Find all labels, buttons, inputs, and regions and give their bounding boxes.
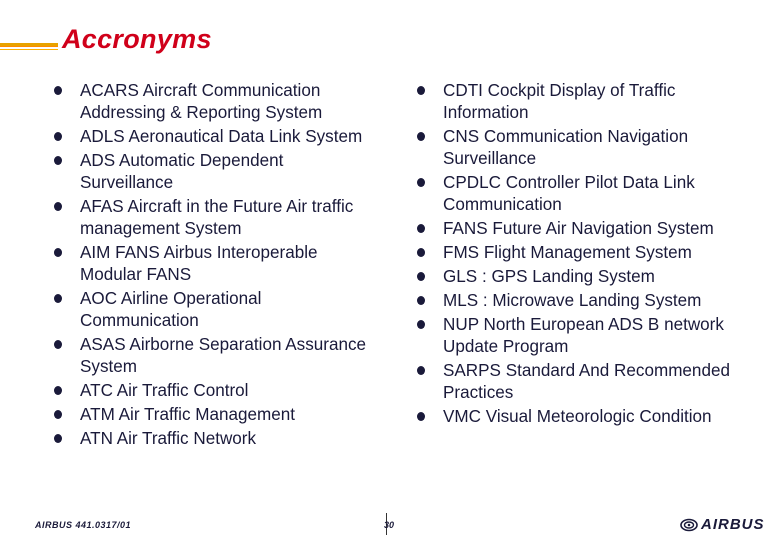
list-item xyxy=(50,288,380,332)
list-item-text: ATN Air Traffic Network xyxy=(80,429,257,448)
list-item-text: FANS Future Air Navigation System xyxy=(443,219,714,238)
title-accent-bar xyxy=(0,43,58,47)
list-item xyxy=(413,172,753,216)
list-item xyxy=(413,406,753,428)
list-item xyxy=(413,242,753,264)
list-item-text: MLS : Microwave Landing System xyxy=(443,291,702,310)
bullet-icon xyxy=(417,412,425,421)
list-item-text: CPDLC Controller Pilot Data Link Communication xyxy=(443,173,695,214)
airbus-swirl-icon xyxy=(680,518,698,532)
list-item xyxy=(413,266,753,288)
list-item xyxy=(50,380,380,402)
list-item-text: CDTI Cockpit Display of Traffic Information xyxy=(443,81,676,122)
list-item xyxy=(413,290,753,312)
list-item-text: VMC Visual Meteorologic Condition xyxy=(443,407,712,426)
bullet-icon xyxy=(417,132,425,141)
bullet-icon xyxy=(417,296,425,305)
bullet-icon xyxy=(417,178,425,187)
list-item xyxy=(50,196,380,240)
bullet-icon xyxy=(54,156,62,165)
bullet-icon xyxy=(54,340,62,349)
page-number: 30 xyxy=(384,520,395,530)
list-item xyxy=(413,218,753,240)
document-reference: AIRBUS 441.0317/01 xyxy=(35,520,132,530)
list-item-text: AIM FANS Airbus Interoperable Modular FANS xyxy=(80,243,318,284)
logo-text: AIRBUS xyxy=(701,516,765,533)
list-item-text: ASAS Airborne Separation Assurance System xyxy=(80,335,367,376)
list-item-text: ADLS Aeronautical Data Link System xyxy=(80,127,363,146)
bullet-icon xyxy=(54,386,62,395)
list-item-text: AOC Airline Operational Communication xyxy=(80,289,262,330)
list-item-text: ACARS Aircraft Communication Addressing & Reporting System xyxy=(80,81,323,122)
acronym-list-right xyxy=(413,80,753,430)
bullet-icon xyxy=(417,320,425,329)
bullet-icon xyxy=(54,410,62,419)
list-item xyxy=(50,150,380,194)
bullet-icon xyxy=(54,202,62,211)
list-item xyxy=(50,404,380,426)
page-title: Accronyms xyxy=(62,24,212,54)
airbus-logo xyxy=(680,516,765,533)
bullet-icon xyxy=(417,248,425,257)
bullet-icon xyxy=(54,86,62,95)
list-item xyxy=(413,314,753,358)
list-item-text: NUP North European ADS B network Update Program xyxy=(443,315,724,356)
bullet-icon xyxy=(54,248,62,257)
bullet-icon xyxy=(417,86,425,95)
list-item-text: AFAS Aircraft in the Future Air traffic management System xyxy=(80,197,354,238)
list-item xyxy=(413,80,753,124)
list-item-text: CNS Communication Navigation Surveillance xyxy=(443,127,689,168)
list-item-text: ATC Air Traffic Control xyxy=(80,381,249,400)
list-item-text: FMS Flight Management System xyxy=(443,243,692,262)
list-item xyxy=(50,334,380,378)
bullet-icon xyxy=(417,224,425,233)
acronym-list-left xyxy=(50,80,380,452)
list-item xyxy=(50,242,380,286)
list-item-text: GLS : GPS Landing System xyxy=(443,267,655,286)
bullet-icon xyxy=(417,272,425,281)
list-item-text: ADS Automatic Dependent Surveillance xyxy=(80,151,284,192)
list-item xyxy=(413,360,753,404)
bullet-icon xyxy=(417,366,425,375)
list-item-text: ATM Air Traffic Management xyxy=(80,405,296,424)
list-item xyxy=(50,80,380,124)
list-item xyxy=(50,126,380,148)
title-accent-line xyxy=(0,49,58,50)
bullet-icon xyxy=(54,294,62,303)
list-item xyxy=(50,428,380,450)
list-item xyxy=(413,126,753,170)
bullet-icon xyxy=(54,434,62,443)
bullet-icon xyxy=(54,132,62,141)
list-item-text: SARPS Standard And Recommended Practices xyxy=(443,361,730,402)
